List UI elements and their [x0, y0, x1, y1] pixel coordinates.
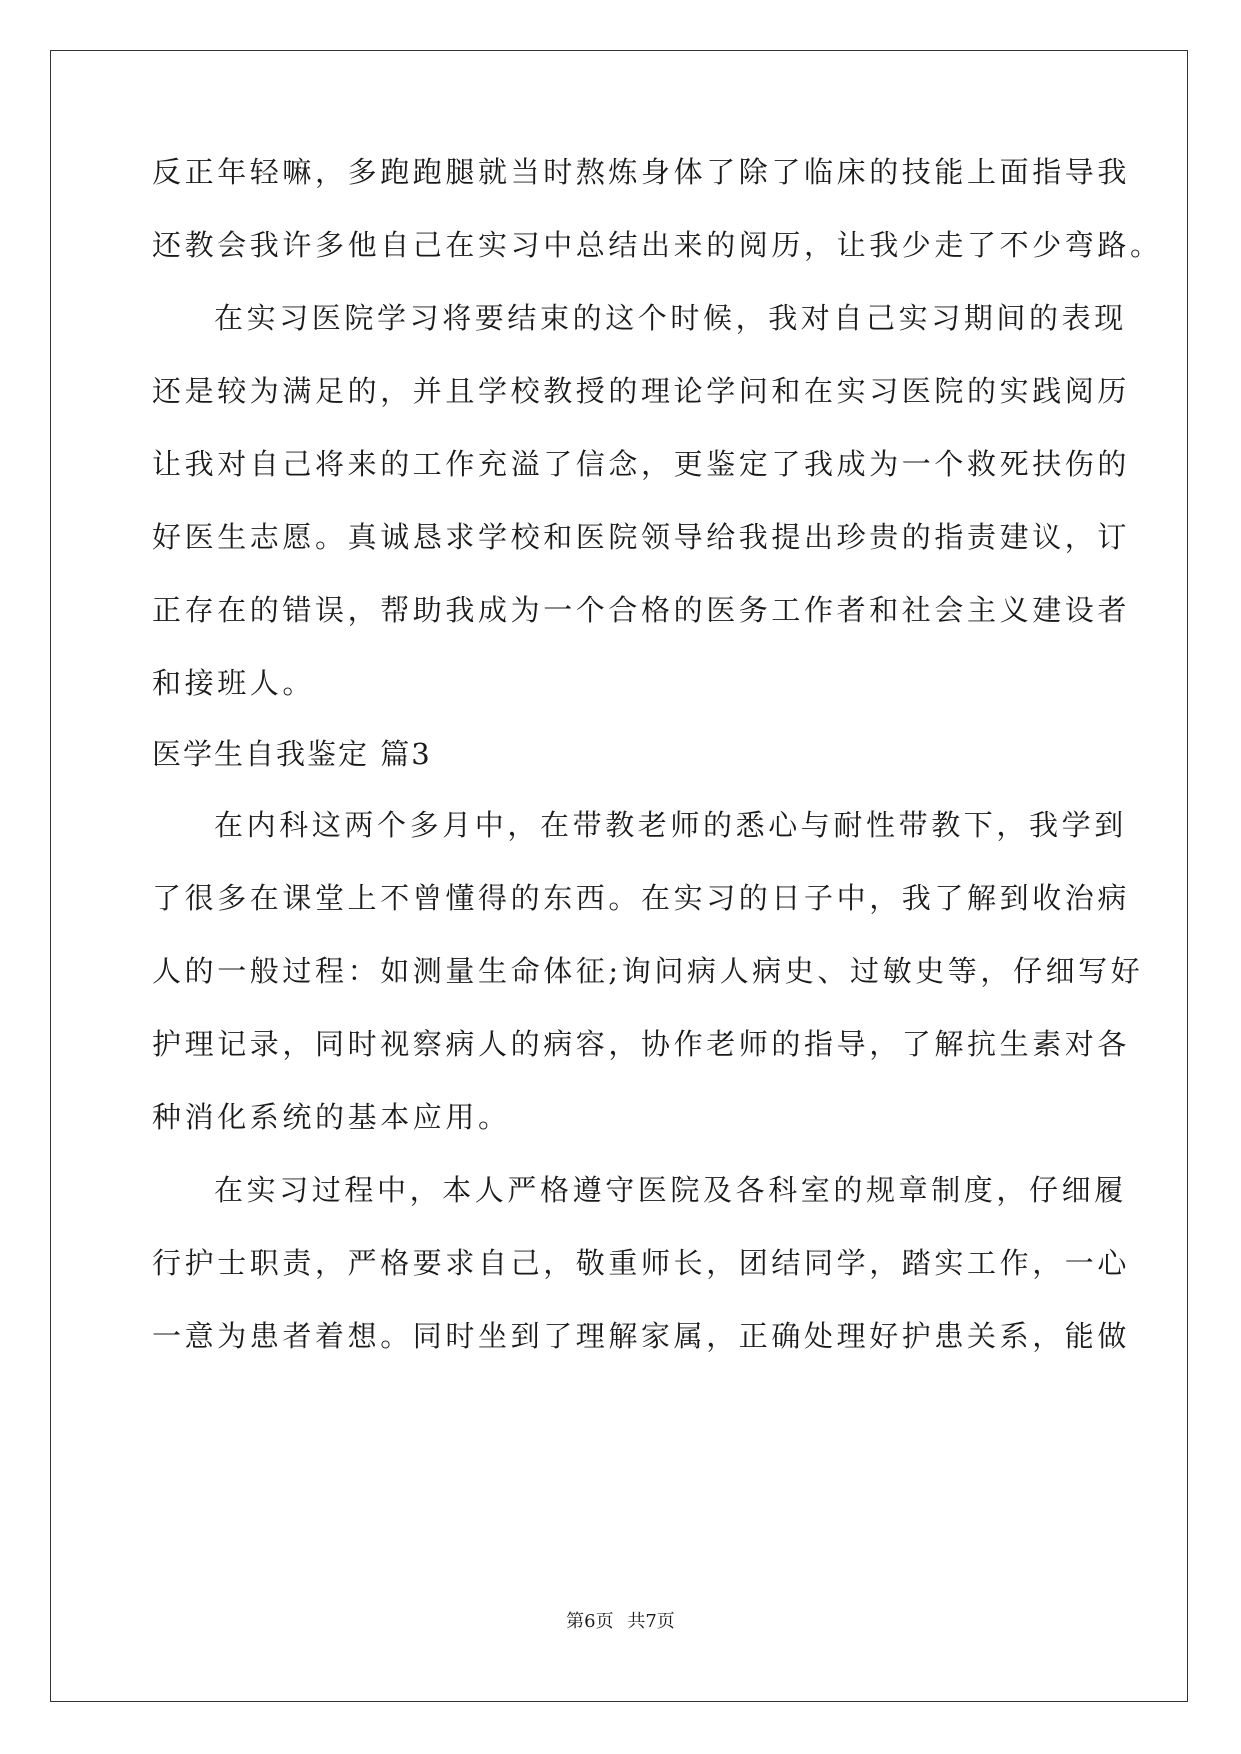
- paragraph-line: 还是较为满足的，并且学校教授的理论学问和在实习医院的实践阅历: [152, 374, 1131, 408]
- paragraph-line-indented: 在实习医院学习将要结束的这个时候，我对自己实习期间的表现: [214, 301, 1127, 335]
- paragraph-line: 正存在的错误，帮助我成为一个合格的医务工作者和社会主义建设者: [152, 593, 1131, 627]
- paragraph-line: 好医生志愿。真诚恳求学校和医院领导给我提出珍贵的指责建议，订: [152, 520, 1131, 554]
- page-number-total: 共7页: [627, 1611, 675, 1632]
- paragraph-line: 和接班人。: [152, 666, 316, 700]
- paragraph-line-indented: 在内科这两个多月中，在带教老师的悉心与耐性带教下，我学到: [214, 808, 1127, 842]
- paragraph-line: 了很多在课堂上不曾懂得的东西。在实习的日子中，我了解到收治病: [152, 881, 1131, 915]
- paragraph-line: 护理记录，同时视察病人的病容，协作老师的指导，了解抗生素对各: [152, 1027, 1131, 1061]
- page-footer: [0, 1610, 1241, 1634]
- page-number-current: 第6页: [566, 1611, 614, 1632]
- paragraph-line: 反正年轻嘛，多跑跑腿就当时熬炼身体了除了临床的技能上面指导我: [152, 155, 1131, 189]
- paragraph-line: 人的一般过程：如测量生命体征;询问病人病史、过敏史等，仔细写好: [152, 954, 1144, 988]
- paragraph-line: 一意为患者着想。同时坐到了理解家属，正确处理好护患关系，能做: [152, 1319, 1131, 1353]
- paragraph-line-indented: 在实习过程中，本人严格遵守医院及各科室的规章制度，仔细履: [214, 1173, 1127, 1207]
- section-heading: 医学生自我鉴定 篇3: [152, 737, 432, 771]
- paragraph-line: 行护士职责，严格要求自己，敬重师长，团结同学，踏实工作，一心: [152, 1246, 1131, 1280]
- paragraph-line: 种消化系统的基本应用。: [152, 1100, 511, 1134]
- paragraph-line: 还教会我许多他自己在实习中总结出来的阅历，让我少走了不少弯路。: [152, 228, 1163, 262]
- paragraph-line: 让我对自己将来的工作充溢了信念，更鉴定了我成为一个救死扶伤的: [152, 447, 1131, 481]
